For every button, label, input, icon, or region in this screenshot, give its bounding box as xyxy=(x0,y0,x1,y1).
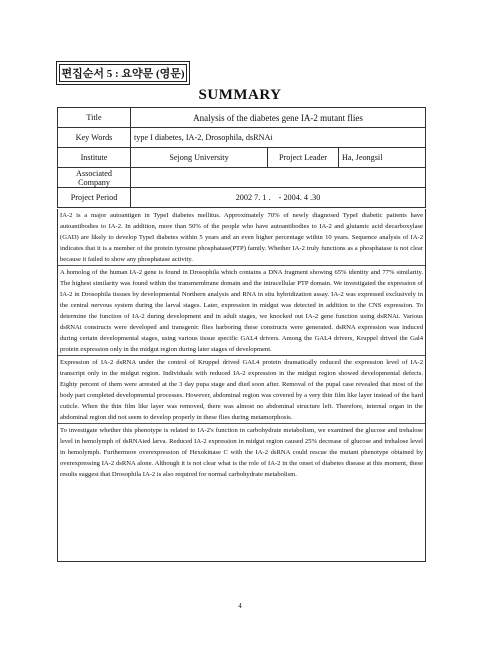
page-number: 4 xyxy=(238,602,242,610)
title-row xyxy=(58,108,426,128)
summary-paragraph: IA-2 is a major autoantigen in TypeI diabetes mellitus. Approximately 70% of newly diagnosed TypeI diabetic patients have autoantibodies to IA-2. In addition, more than 50% of the people who have autoantibodies to IA-2 and glutamic acid decarboxylase (GAD) are likely to develop TypeI diabetes within 5 years and an even higher percentage within 10 years. Sequence analysis of IA-2 indicates that it is a member of the protein tyrosine phosphatase(PTP) family. Whether IA-2 truly functions as a phosphatase is not clear because it failed to show any phosphatase activity. xyxy=(60,212,423,263)
section-label-box xyxy=(56,61,190,85)
summary-body xyxy=(57,209,426,562)
keywords-row xyxy=(58,128,426,148)
project-info-table xyxy=(57,107,426,208)
associated-company-value xyxy=(131,168,426,188)
associated-company-row xyxy=(58,168,426,188)
keywords-label: Key Words xyxy=(58,128,131,148)
page-title: SUMMARY xyxy=(198,87,282,103)
keywords-value: type I diabetes, IA-2, Drosophila, dsRNAi xyxy=(131,128,426,148)
institute-value: Sejong University xyxy=(131,148,268,168)
title-value: Analysis of the diabetes gene IA-2 mutant flies xyxy=(131,108,426,128)
institute-label: Institute xyxy=(58,148,131,168)
period-row xyxy=(58,188,426,208)
project-period-label: Project Period xyxy=(58,188,131,208)
title-label: Title xyxy=(58,108,131,128)
summary-paragraph: To investigate whether this phenotype is related to IA-2's function in carbohydrate metabolism, we examined the glucose and trehalose level in hemolymph of dsRNAied larva. Reduced IA-2 expression in midgut region caused 25% decrease of glucose and trehalose level in hemolymph. Furthermore overexpression of Hexokinase C with the IA-2 dsRNA could rescue the mutant phenotype obtained by overexpressing IA-2 dsRNA alone. Although it is not clear what is the role of IA-2 in the onset of diabetes disease at this moment, these results suggest that Drosophila IA-2 is also required for normal carbohydrate metabolism. xyxy=(58,423,425,480)
summary-paragraph: A homolog of the human IA-2 gene is found in Drosophila which contains a DNA fragment showing 65% identity and 77% similarity. The highest similarity was found within the transmembrane domain and the intracellular PTP domain. We investigated the expression of IA-2 in Drosophila tissues by developmental Northern analysis and RNA in situ hybridization assay. IA-2 was expressed exclusively in the central nervous system during the larval stages. Later, expression in midgut was detected in addition to the CNS expression. To determine the function of IA-2 during development and in adult stages, we knocked out IA-2 gene function using dsRNAi. Various dsRNAi constructs were developed and transgenic flies harboring these constructs were generated. dsRNA expression was induced during certain developmental stages, using various tissue specific GAL4 drivers. Among the GAL4 drivers, Kruppel drived the Gal4 protein expression only in the midgut region during later stages of development. xyxy=(58,265,425,355)
summary-paragraph: Expression of IA-2 dsRNA under the control of Kruppel drived GAL4 protein dramatically reduced the expression level of IA-2 transcript only in the midgut region. Individuals with reduced IA-2 expression in the midgut region showed developmental defects. Eighty percent of them were arrested at the 3 day pupa stage and died soon after. Removal of the pupal case revealed that most of the body part completed developmental processes. However, abdominal region was covered by a very thin film like layer instead of the hard cuticle. When the thin film like layer was removed, there was almost no abdominal structure left. Therefore, internal organ in the abdominal region did not seem to develop properly in these flies during metamorphosis. xyxy=(58,355,425,423)
institute-row xyxy=(58,148,426,168)
project-period-value: 2002 7. 1 . - 2004. 4 .30 xyxy=(131,188,426,208)
project-leader-value: Ha, Jeongsil xyxy=(339,148,426,168)
associated-company-label: Associated Company xyxy=(58,168,131,188)
section-label: 편집순서 5 : 요약문 (영문) xyxy=(59,64,187,82)
project-leader-label: Project Leader xyxy=(268,148,339,168)
